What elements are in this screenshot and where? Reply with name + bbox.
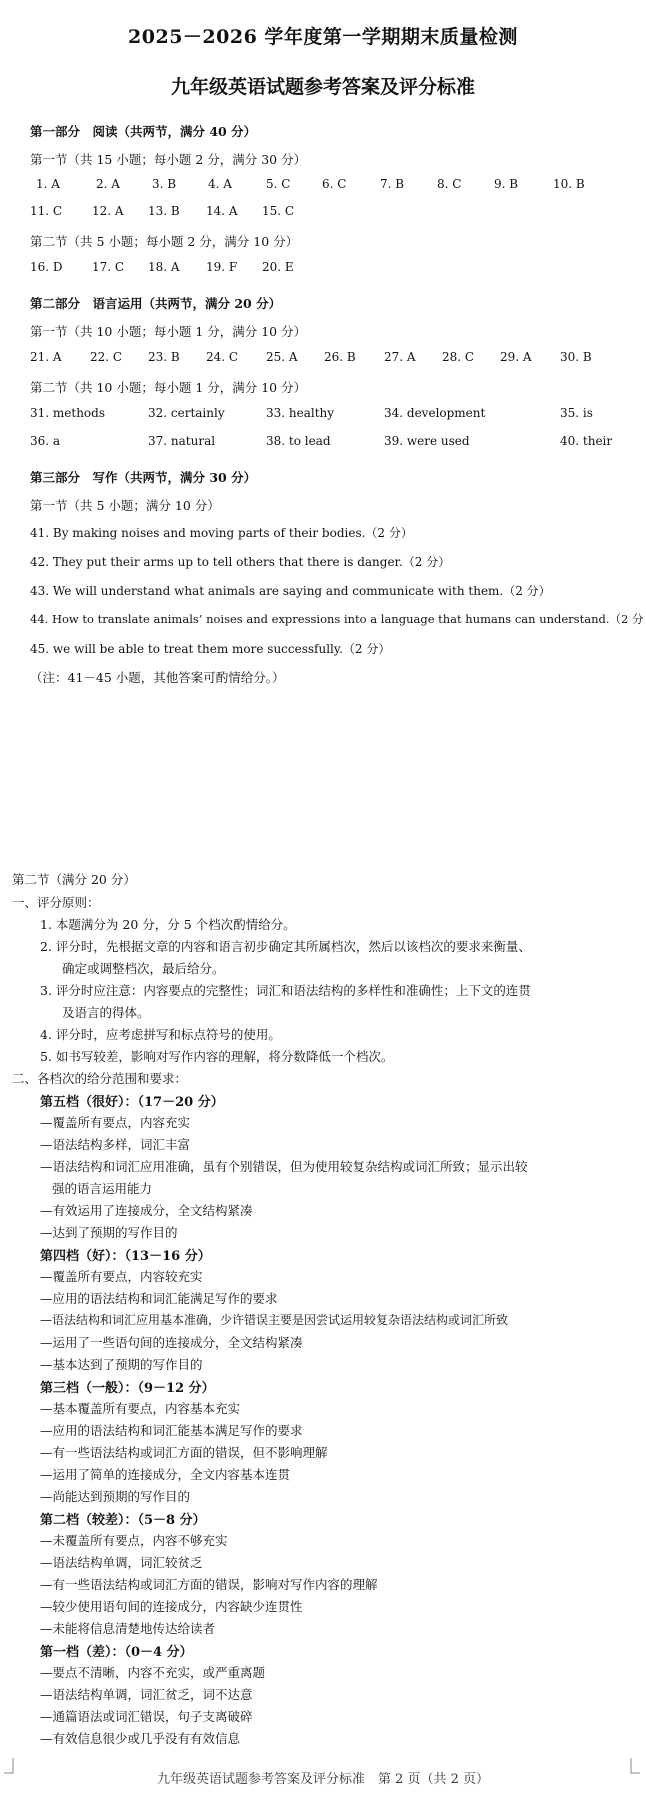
level-item: —语法结构单调，词汇较贫乏: [40, 1555, 203, 1570]
level-item: —应用的语法结构和词汇能基本满足写作的要求: [40, 1423, 303, 1438]
answer-item: 5. C: [266, 177, 291, 191]
level-item: —要点不清晰，内容不充实，或严重离题: [40, 1665, 266, 1680]
answer-item: 36. a: [30, 434, 61, 448]
crop-mark-icon: [4, 1758, 14, 1774]
level-item: 强的语言运用能力: [52, 1181, 153, 1196]
part2-sec2-heading: 第二节（共 10 小题；每小题 1 分，满分 10 分）: [30, 380, 307, 395]
answer-item: 9. B: [494, 177, 519, 191]
level-item: —语法结构多样，词汇丰富: [40, 1137, 191, 1152]
answer-item: 4. A: [208, 177, 232, 191]
answer-sentence: 42. They put their arms up to tell others that there is danger.（2 分）: [30, 555, 451, 569]
answer-item: 13. B: [148, 204, 180, 218]
answer-item: 21. A: [30, 350, 62, 364]
page-footer: 九年级英语试题参考答案及评分标准 第 2 页（共 2 页）: [156, 1772, 490, 1787]
answer-item: 26. B: [324, 350, 356, 364]
level-item: —未覆盖所有要点，内容不够充实: [40, 1533, 228, 1548]
principle-item: 5. 如书写较差，影响对写作内容的理解，将分数降低一个档次。: [40, 1049, 394, 1064]
level-title: 第五档（很好）：（17－20 分）: [40, 1095, 224, 1110]
answer-item: 27. A: [384, 350, 416, 364]
answer-item: 7. B: [380, 177, 405, 191]
answer-item: 1. A: [36, 177, 60, 191]
answer-item: 39. were used: [384, 434, 470, 448]
answer-item: 24. C: [206, 350, 239, 364]
part3-sec1-heading: 第一节（共 5 小题；满分 10 分）: [30, 498, 220, 513]
level-item: —基本覆盖所有要点，内容基本充实: [40, 1401, 241, 1416]
principle-item: 3. 评分时应注意：内容要点的完整性；词汇和语法结构的多样性和准确性；上下文的连贯: [40, 983, 531, 998]
answer-note: （注：41－45 小题，其他答案可酌情给分。）: [30, 670, 285, 685]
answer-item: 37. natural: [148, 434, 216, 448]
answer-item: 23. B: [148, 350, 180, 364]
writing-sec2-heading: 第二节（满分 20 分）: [12, 872, 136, 887]
level-item: —较少使用语句间的连接成分，内容缺少连贯性: [40, 1599, 303, 1614]
answer-item: 10. B: [553, 177, 585, 191]
answer-item: 12. A: [92, 204, 124, 218]
level-item: —覆盖所有要点，内容较充实: [40, 1269, 203, 1284]
answer-item: 19. F: [206, 260, 238, 274]
level-title: 第三档（一般）：（9－12 分）: [40, 1381, 215, 1396]
answer-item: 29. A: [500, 350, 532, 364]
answer-item: 34. development: [384, 406, 486, 420]
answer-item: 38. to lead: [266, 434, 331, 448]
answer-item: 32. certainly: [148, 406, 225, 420]
answer-item: 28. C: [442, 350, 475, 364]
principle-item: 4. 评分时，应考虑拼写和标点符号的使用。: [40, 1027, 281, 1042]
level-title: 第二档（较差）：（5－8 分）: [40, 1513, 206, 1528]
answer-sentence: 44. How to translate animals’ noises and expressions into a language that humans can understand.（2 分: [30, 612, 644, 626]
level-item: —有一些语法结构或词汇方面的错误，影响对写作内容的理解: [40, 1577, 378, 1592]
level-item: —达到了预期的写作目的: [40, 1225, 178, 1240]
answer-item: 14. A: [206, 204, 238, 218]
level-item: —有一些语法结构或词汇方面的错误，但不影响理解: [40, 1445, 328, 1460]
answer-sentence: 45. we will be able to treat them more successfully.（2 分）: [30, 642, 391, 656]
answer-item: 22. C: [90, 350, 123, 364]
answer-item: 3. B: [152, 177, 177, 191]
level-item: —运用了简单的连接成分，全文内容基本连贯: [40, 1467, 291, 1482]
answer-sentence: 43. We will understand what animals are saying and communicate with them.（2 分）: [30, 584, 551, 598]
level-item: —语法结构单调，词汇贫乏，词不达意: [40, 1687, 253, 1702]
answer-item: 25. A: [266, 350, 298, 364]
level-item: —应用的语法结构和词汇能满足写作的要求: [40, 1291, 278, 1306]
answer-item: 20. E: [262, 260, 294, 274]
level-item: —基本达到了预期的写作目的: [40, 1357, 203, 1372]
principles-heading: 一、评分原则：: [12, 895, 100, 910]
answer-item: 8. C: [437, 177, 462, 191]
level-item: —有效信息很少或几乎没有有效信息: [40, 1731, 241, 1746]
level-item: —语法结构和词汇应用准确，虽有个别错误，但为使用较复杂结构或词汇所致；显示出较: [40, 1159, 528, 1174]
answer-sentence: 41. By making noises and moving parts of their bodies.（2 分）: [30, 526, 413, 540]
answer-item: 33. healthy: [266, 406, 335, 420]
levels-heading: 二、各档次的给分范围和要求：: [12, 1071, 188, 1086]
answer-item: 15. C: [262, 204, 295, 218]
answer-item: 11. C: [30, 204, 63, 218]
answer-item: 30. B: [560, 350, 592, 364]
principle-item: 1. 本题满分为 20 分，分 5 个档次酌情给分。: [40, 917, 296, 932]
part2-sec1-heading: 第一节（共 10 小题；每小题 1 分，满分 10 分）: [30, 324, 307, 339]
answer-item: 40. their: [560, 434, 613, 448]
level-title: 第一档（差）：（0－4 分）: [40, 1645, 193, 1660]
level-item: —尚能达到预期的写作目的: [40, 1489, 191, 1504]
level-item: —有效运用了连接成分，全文结构紧凑: [40, 1203, 253, 1218]
part1-sec1-heading: 第一节（共 15 小题；每小题 2 分，满分 30 分）: [30, 152, 307, 167]
document-subtitle: 九年级英语试题参考答案及评分标准: [170, 76, 475, 98]
part3-heading: 第三部分 写作（共两节，满分 30 分）: [30, 470, 257, 485]
crop-mark-icon: [630, 1758, 640, 1774]
level-title: 第四档（好）：（13－16 分）: [40, 1249, 211, 1264]
answer-item: 17. C: [92, 260, 125, 274]
answer-item: 16. D: [30, 260, 63, 274]
level-item: —运用了一些语句间的连接成分，全文结构紧凑: [40, 1335, 303, 1350]
principle-item: 及语言的得体。: [62, 1005, 150, 1020]
part1-sec2-heading: 第二节（共 5 小题；每小题 2 分，满分 10 分）: [30, 234, 299, 249]
level-item: —语法结构和词汇应用基本准确，少许错误主要是因尝试运用较复杂语法结构或词汇所致: [40, 1313, 509, 1327]
document-title: 2025－2026 学年度第一学期期末质量检测: [128, 26, 518, 48]
level-item: —未能将信息清楚地传达给读者: [40, 1621, 216, 1636]
answer-item: 6. C: [322, 177, 347, 191]
answer-item: 35. is: [560, 406, 593, 420]
level-item: —通篇语法或词汇错误，句子支离破碎: [40, 1709, 253, 1724]
part1-heading: 第一部分 阅读（共两节，满分 40 分）: [30, 124, 257, 139]
part2-heading: 第二部分 语言运用（共两节，满分 20 分）: [30, 296, 282, 311]
answer-item: 2. A: [96, 177, 120, 191]
principle-item: 确定或调整档次，最后给分。: [62, 961, 225, 976]
answer-item: 31. methods: [30, 406, 105, 420]
level-item: —覆盖所有要点，内容充实: [40, 1115, 191, 1130]
principle-item: 2. 评分时，先根据文章的内容和语言初步确定其所属档次，然后以该档次的要求来衡量、: [40, 939, 531, 954]
answer-item: 18. A: [148, 260, 180, 274]
